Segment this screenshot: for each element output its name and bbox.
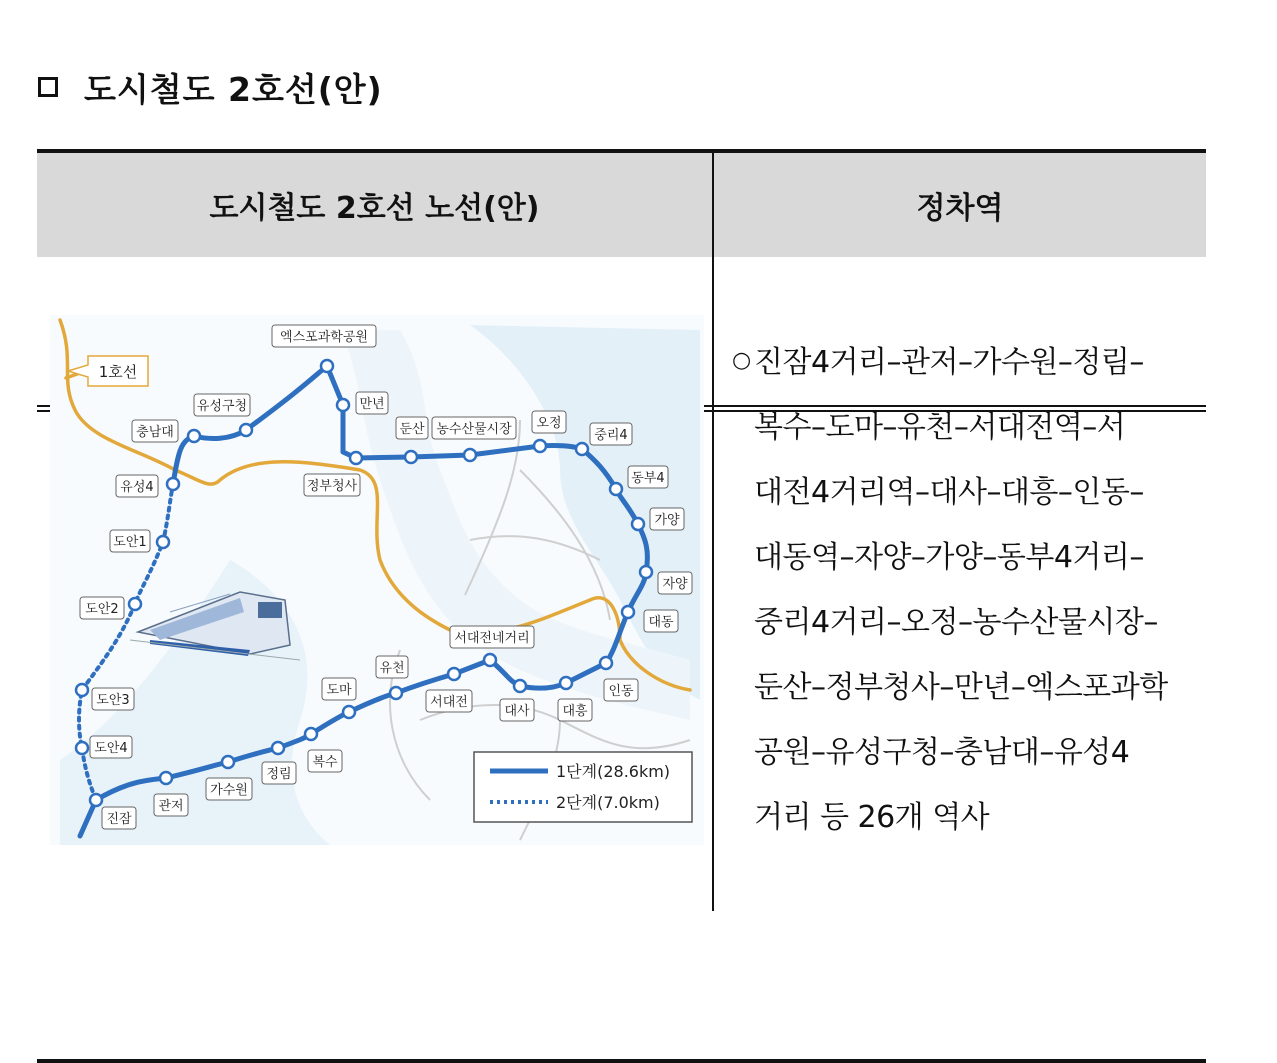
table-bottom-rule [37, 1059, 1206, 1063]
station-label: 엑스포과학공원 [280, 330, 368, 345]
route-map [50, 315, 704, 845]
station-label: 가양 [654, 513, 680, 528]
section-heading [38, 62, 383, 112]
station-label: 정림 [266, 767, 292, 782]
stops-line: 대전4거리역–대사–대흥–인동– [754, 475, 1144, 510]
station-label: 유성구청 [196, 399, 248, 414]
circle-bullet-icon: ○ [732, 348, 752, 373]
stops-line: 진잠4거리–관저–가수원–정림– [754, 345, 1144, 380]
station-label: 대흥 [562, 704, 588, 719]
section-title: 도시철도 2호선(안) [84, 69, 383, 109]
square-bullet-icon [38, 77, 58, 97]
station-label: 동부4 [631, 471, 665, 486]
station-label: 오정 [536, 416, 562, 431]
stops-line: 공원–유성구청–충남대–유성4 [754, 735, 1130, 770]
legend-stage2: 2단계(7.0km) [556, 793, 660, 812]
stops-line: 복수–도마–유천–서대전역–서 [754, 410, 1126, 445]
station-label: 대사 [504, 704, 530, 719]
stops-text [754, 330, 1168, 850]
column-divider [712, 153, 714, 911]
station-label: 진잠 [106, 812, 132, 827]
station-label: 중리4 [594, 428, 628, 443]
station-label: 충남대 [136, 425, 174, 440]
header-stations: 정차역 [916, 191, 1004, 226]
station-label: 유천 [379, 661, 405, 676]
station-label: 복수 [312, 755, 338, 770]
map-legend [474, 752, 692, 822]
station-label: 정부청사 [306, 479, 358, 494]
station-label: 도마 [326, 683, 352, 698]
station-label: 둔산 [399, 422, 425, 437]
station-label: 도안1 [113, 535, 147, 550]
station-label: 도안3 [96, 693, 130, 708]
station-label: 관저 [158, 799, 184, 814]
stops-line: 둔산–정부청사–만년–엑스포과학 [754, 670, 1168, 705]
stops-line: 거리 등 26개 역사 [754, 800, 990, 835]
line1-label: 1호선 [98, 363, 138, 381]
station-label: 자양 [662, 577, 688, 592]
stops-line: 대동역–자양–가양–동부4거리– [754, 540, 1144, 575]
legend-stage1: 1단계(28.6km) [556, 762, 671, 781]
header-route-plan: 도시철도 2호선 노선(안) [209, 191, 540, 226]
station-label: 서대전 [430, 695, 468, 710]
station-label: 만년 [359, 397, 385, 412]
station-label: 농수산물시장 [436, 422, 512, 437]
station-label: 서대전네거리 [454, 631, 530, 646]
stops-line: 중리4거리–오정–농수산물시장– [754, 605, 1158, 640]
station-label: 도안4 [94, 741, 128, 756]
station-label: 도안2 [85, 602, 119, 617]
station-label: 가수원 [210, 783, 248, 798]
station-label: 인동 [608, 684, 634, 699]
station-label: 유성4 [120, 480, 154, 495]
station-label: 대동 [648, 615, 674, 630]
